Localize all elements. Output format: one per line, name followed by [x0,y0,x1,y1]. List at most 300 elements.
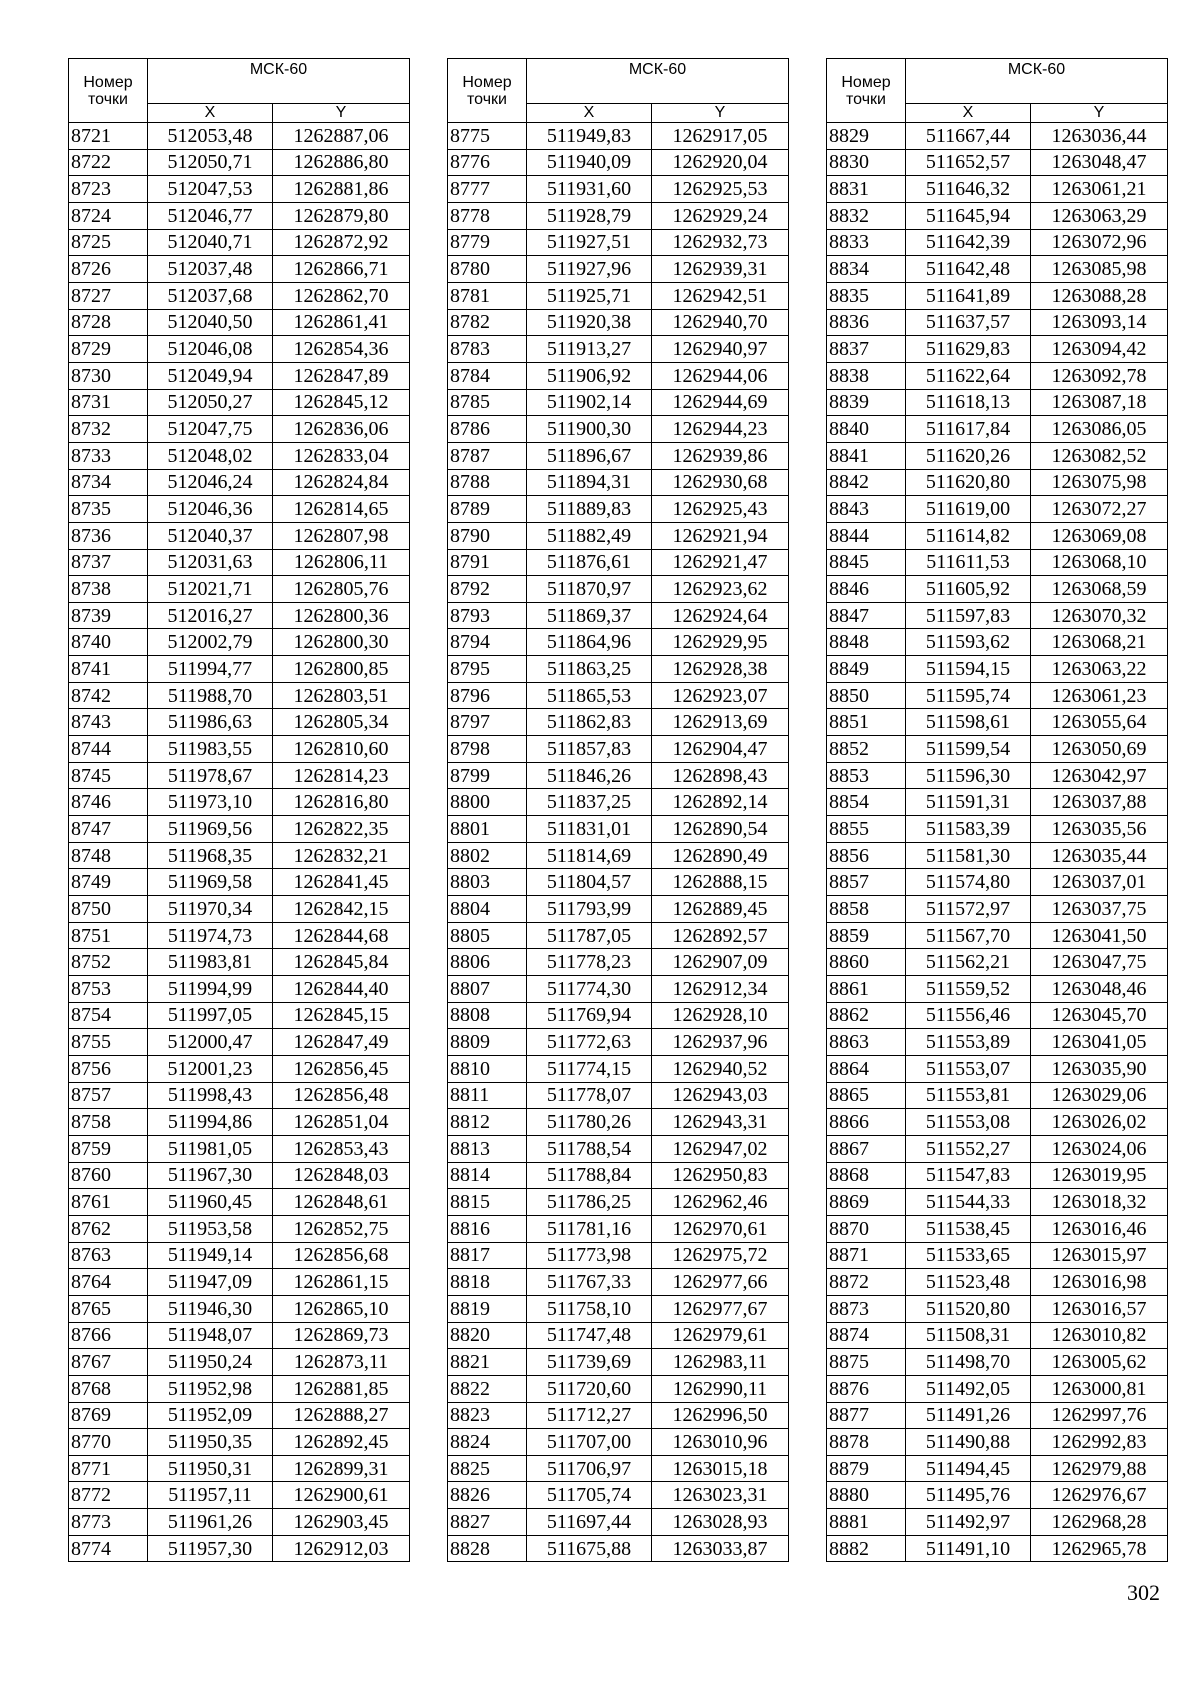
x-coordinate-cell: 511544,33 [906,1189,1031,1216]
y-coordinate-cell: 1262852,75 [273,1215,410,1242]
table-row [448,282,789,309]
point-number-cell: 8867 [827,1135,906,1162]
y-coordinate-cell: 1262892,57 [652,922,789,949]
table-row [448,416,789,443]
point-number-cell: 8874 [827,1322,906,1349]
table-row [69,309,410,336]
point-number-cell: 8835 [827,282,906,309]
point-number-cell: 8832 [827,202,906,229]
x-coordinate-cell: 511559,52 [906,976,1031,1003]
x-coordinate-cell: 511952,98 [148,1375,273,1402]
y-coordinate-cell: 1263036,44 [1031,123,1168,150]
header-coordinate-system: МСК-60 [527,59,789,104]
table-row [827,149,1168,176]
point-number-cell: 8786 [448,416,527,443]
x-coordinate-cell: 511720,60 [527,1375,652,1402]
y-coordinate-cell: 1262996,50 [652,1402,789,1429]
x-coordinate-cell: 512021,71 [148,576,273,603]
point-number-cell: 8793 [448,602,527,629]
point-number-cell: 8729 [69,336,148,363]
x-coordinate-cell: 511598,61 [906,709,1031,736]
table-row [69,202,410,229]
x-coordinate-cell: 511957,11 [148,1482,273,1509]
point-number-cell: 8831 [827,176,906,203]
y-coordinate-cell: 1262943,31 [652,1109,789,1136]
point-number-cell: 8830 [827,149,906,176]
table-row [448,149,789,176]
point-number-cell: 8882 [827,1535,906,1562]
table-row [69,896,410,923]
point-number-cell: 8766 [69,1322,148,1349]
table-row [69,842,410,869]
x-coordinate-cell: 511614,82 [906,522,1031,549]
table-row [69,1455,410,1482]
y-coordinate-cell: 1262947,02 [652,1135,789,1162]
point-number-cell: 8756 [69,1055,148,1082]
point-number-cell: 8726 [69,256,148,283]
table-row [69,576,410,603]
x-coordinate-cell: 511946,30 [148,1295,273,1322]
x-coordinate-cell: 511553,89 [906,1029,1031,1056]
table-row [69,256,410,283]
table-row [827,1055,1168,1082]
y-coordinate-cell: 1263070,32 [1031,602,1168,629]
point-number-cell: 8767 [69,1349,148,1376]
y-coordinate-cell: 1262924,64 [652,602,789,629]
point-number-cell: 8865 [827,1082,906,1109]
x-coordinate-cell: 511707,00 [527,1429,652,1456]
point-number-cell: 8870 [827,1215,906,1242]
x-coordinate-cell: 512031,63 [148,549,273,576]
point-number-cell: 8836 [827,309,906,336]
table-row [69,816,410,843]
point-number-cell: 8731 [69,389,148,416]
y-coordinate-cell: 1262983,11 [652,1349,789,1376]
point-number-cell: 8854 [827,789,906,816]
point-number-cell: 8742 [69,682,148,709]
y-coordinate-cell: 1262943,03 [652,1082,789,1109]
x-coordinate-cell: 511970,34 [148,896,273,923]
point-number-cell: 8773 [69,1509,148,1536]
y-coordinate-cell: 1262832,21 [273,842,410,869]
x-coordinate-cell: 511947,09 [148,1269,273,1296]
point-number-cell: 8741 [69,656,148,683]
y-coordinate-cell: 1262913,69 [652,709,789,736]
point-number-cell: 8760 [69,1162,148,1189]
point-number-cell: 8829 [827,123,906,150]
y-coordinate-cell: 1262844,68 [273,922,410,949]
point-number-cell: 8728 [69,309,148,336]
table-row [69,416,410,443]
point-number-cell: 8721 [69,123,148,150]
y-coordinate-cell: 1262848,03 [273,1162,410,1189]
point-number-cell: 8725 [69,229,148,256]
table-row [69,789,410,816]
y-coordinate-cell: 1263035,90 [1031,1055,1168,1082]
x-coordinate-cell: 511706,97 [527,1455,652,1482]
header-point-number: Номер точки [69,59,148,123]
x-coordinate-cell: 511490,88 [906,1429,1031,1456]
table-row [69,949,410,976]
table-row [69,1162,410,1189]
y-coordinate-cell: 1263019,95 [1031,1162,1168,1189]
x-coordinate-cell: 511869,37 [527,602,652,629]
point-number-cell: 8823 [448,1402,527,1429]
point-number-cell: 8763 [69,1242,148,1269]
y-coordinate-cell: 1262940,97 [652,336,789,363]
table-row [448,709,789,736]
x-coordinate-cell: 511597,83 [906,602,1031,629]
x-coordinate-cell: 512002,79 [148,629,273,656]
x-coordinate-cell: 511712,27 [527,1402,652,1429]
x-coordinate-cell: 511953,58 [148,1215,273,1242]
y-coordinate-cell: 1262842,15 [273,896,410,923]
y-coordinate-cell: 1262944,23 [652,416,789,443]
header-coordinate-system: МСК-60 [906,59,1168,104]
x-coordinate-cell: 511902,14 [527,389,652,416]
y-coordinate-cell: 1263028,93 [652,1509,789,1536]
point-number-cell: 8769 [69,1402,148,1429]
y-coordinate-cell: 1262856,68 [273,1242,410,1269]
y-coordinate-cell: 1262923,07 [652,682,789,709]
point-number-cell: 8821 [448,1349,527,1376]
point-number-cell: 8782 [448,309,527,336]
x-coordinate-cell: 511605,92 [906,576,1031,603]
table-row [69,736,410,763]
table-row [827,816,1168,843]
point-number-cell: 8818 [448,1269,527,1296]
x-coordinate-cell: 511583,39 [906,816,1031,843]
point-number-cell: 8727 [69,282,148,309]
y-coordinate-cell: 1262889,45 [652,896,789,923]
x-coordinate-cell: 511495,76 [906,1482,1031,1509]
x-coordinate-cell: 512040,71 [148,229,273,256]
y-coordinate-cell: 1262977,66 [652,1269,789,1296]
table-row [448,1402,789,1429]
point-number-cell: 8863 [827,1029,906,1056]
x-coordinate-cell: 512047,75 [148,416,273,443]
y-coordinate-cell: 1262803,51 [273,682,410,709]
point-number-cell: 8877 [827,1402,906,1429]
table-row [69,362,410,389]
point-number-cell: 8862 [827,1002,906,1029]
x-coordinate-cell: 511927,96 [527,256,652,283]
table-row [69,762,410,789]
x-coordinate-cell: 511983,55 [148,736,273,763]
point-number-cell: 8840 [827,416,906,443]
x-coordinate-cell: 511781,16 [527,1215,652,1242]
y-coordinate-cell: 1262800,30 [273,629,410,656]
x-coordinate-cell: 511978,67 [148,762,273,789]
table-row [827,656,1168,683]
table-row [448,1215,789,1242]
table-row [69,549,410,576]
x-coordinate-cell: 511998,43 [148,1082,273,1109]
y-coordinate-cell: 1263061,21 [1031,176,1168,203]
y-coordinate-cell: 1263033,87 [652,1535,789,1562]
x-coordinate-cell: 511988,70 [148,682,273,709]
x-coordinate-cell: 511562,21 [906,949,1031,976]
y-coordinate-cell: 1262845,12 [273,389,410,416]
y-coordinate-cell: 1262865,10 [273,1295,410,1322]
point-number-cell: 8857 [827,869,906,896]
point-number-cell: 8771 [69,1455,148,1482]
table-row [827,1402,1168,1429]
point-number-cell: 8808 [448,1002,527,1029]
table-row [448,736,789,763]
point-number-cell: 8817 [448,1242,527,1269]
x-coordinate-cell: 511896,67 [527,442,652,469]
table-row [69,922,410,949]
point-number-cell: 8847 [827,602,906,629]
y-coordinate-cell: 1262806,11 [273,549,410,576]
point-number-cell: 8779 [448,229,527,256]
table-row [448,1429,789,1456]
y-coordinate-cell: 1262833,04 [273,442,410,469]
y-coordinate-cell: 1263094,42 [1031,336,1168,363]
table-row [69,1295,410,1322]
point-number-cell: 8739 [69,602,148,629]
x-coordinate-cell: 511997,05 [148,1002,273,1029]
table-row [448,762,789,789]
x-coordinate-cell: 511739,69 [527,1349,652,1376]
table-row [448,549,789,576]
x-coordinate-cell: 511697,44 [527,1509,652,1536]
coordinates-table-3 [826,58,1168,1562]
table-row [827,1375,1168,1402]
x-coordinate-cell: 511994,77 [148,656,273,683]
table-row [448,1055,789,1082]
point-number-cell: 8864 [827,1055,906,1082]
x-coordinate-cell: 511611,53 [906,549,1031,576]
point-number-cell: 8827 [448,1509,527,1536]
y-coordinate-cell: 1262847,49 [273,1029,410,1056]
x-coordinate-cell: 511787,05 [527,922,652,949]
table-row [827,282,1168,309]
point-number-cell: 8752 [69,949,148,976]
x-coordinate-cell: 511948,07 [148,1322,273,1349]
x-coordinate-cell: 511642,48 [906,256,1031,283]
x-coordinate-cell: 511572,97 [906,896,1031,923]
table-row [69,1242,410,1269]
point-number-cell: 8799 [448,762,527,789]
x-coordinate-cell: 511906,92 [527,362,652,389]
table-row [448,229,789,256]
y-coordinate-cell: 1263005,62 [1031,1349,1168,1376]
y-coordinate-cell: 1262920,04 [652,149,789,176]
table-row [69,1189,410,1216]
point-number-cell: 8849 [827,656,906,683]
point-number-cell: 8828 [448,1535,527,1562]
table-row [827,1482,1168,1509]
y-coordinate-cell: 1262928,10 [652,1002,789,1029]
point-number-cell: 8842 [827,469,906,496]
y-coordinate-cell: 1262800,36 [273,602,410,629]
point-number-cell: 8866 [827,1109,906,1136]
table-row [827,1455,1168,1482]
table-row [827,336,1168,363]
point-number-cell: 8838 [827,362,906,389]
x-coordinate-cell: 511994,86 [148,1109,273,1136]
x-coordinate-cell: 511969,58 [148,869,273,896]
header-y: Y [652,104,789,123]
x-coordinate-cell: 511622,64 [906,362,1031,389]
point-number-cell: 8738 [69,576,148,603]
point-number-cell: 8724 [69,202,148,229]
point-number-cell: 8861 [827,976,906,1003]
table-row [827,1109,1168,1136]
y-coordinate-cell: 1262814,23 [273,762,410,789]
table-row [827,736,1168,763]
y-coordinate-cell: 1262851,04 [273,1109,410,1136]
point-number-cell: 8759 [69,1135,148,1162]
table-row [827,789,1168,816]
y-coordinate-cell: 1263068,21 [1031,629,1168,656]
page-number: 302 [1127,1580,1160,1605]
x-coordinate-cell: 512040,50 [148,309,273,336]
y-coordinate-cell: 1262800,85 [273,656,410,683]
y-coordinate-cell: 1262873,11 [273,1349,410,1376]
y-coordinate-cell: 1262925,43 [652,496,789,523]
x-coordinate-cell: 511957,30 [148,1535,273,1562]
table-row [448,256,789,283]
table-row [69,1429,410,1456]
y-coordinate-cell: 1262912,34 [652,976,789,1003]
x-coordinate-cell: 512050,27 [148,389,273,416]
y-coordinate-cell: 1263015,97 [1031,1242,1168,1269]
point-number-cell: 8750 [69,896,148,923]
point-number-cell: 8733 [69,442,148,469]
y-coordinate-cell: 1262861,15 [273,1269,410,1296]
point-number-cell: 8807 [448,976,527,1003]
x-coordinate-cell: 511617,84 [906,416,1031,443]
y-coordinate-cell: 1262805,34 [273,709,410,736]
point-number-cell: 8787 [448,442,527,469]
table-row [827,762,1168,789]
x-coordinate-cell: 511646,32 [906,176,1031,203]
point-number-cell: 8837 [827,336,906,363]
point-number-cell: 8774 [69,1535,148,1562]
y-coordinate-cell: 1262810,60 [273,736,410,763]
table-row [69,1482,410,1509]
y-coordinate-cell: 1262890,54 [652,816,789,843]
table-row [448,1002,789,1029]
point-number-cell: 8757 [69,1082,148,1109]
table-row [69,389,410,416]
y-coordinate-cell: 1262886,80 [273,149,410,176]
y-coordinate-cell: 1262925,53 [652,176,789,203]
point-number-cell: 8788 [448,469,527,496]
y-coordinate-cell: 1263000,81 [1031,1375,1168,1402]
point-number-cell: 8744 [69,736,148,763]
point-number-cell: 8783 [448,336,527,363]
x-coordinate-cell: 512050,71 [148,149,273,176]
y-coordinate-cell: 1262939,31 [652,256,789,283]
point-number-cell: 8803 [448,869,527,896]
y-coordinate-cell: 1263035,44 [1031,842,1168,869]
x-coordinate-cell: 511927,51 [527,229,652,256]
table-row [827,202,1168,229]
y-coordinate-cell: 1262854,36 [273,336,410,363]
point-number-cell: 8796 [448,682,527,709]
point-number-cell: 8794 [448,629,527,656]
y-coordinate-cell: 1263037,88 [1031,789,1168,816]
point-number-cell: 8869 [827,1189,906,1216]
x-coordinate-cell: 512046,36 [148,496,273,523]
header-x: X [148,104,273,123]
point-number-cell: 8859 [827,922,906,949]
y-coordinate-cell: 1263023,31 [652,1482,789,1509]
x-coordinate-cell: 511767,33 [527,1269,652,1296]
x-coordinate-cell: 512046,77 [148,202,273,229]
point-number-cell: 8730 [69,362,148,389]
table-row [827,1135,1168,1162]
table-row [448,522,789,549]
x-coordinate-cell: 511940,09 [527,149,652,176]
header-y: Y [1031,104,1168,123]
table-row [827,469,1168,496]
table-row [448,1509,789,1536]
x-coordinate-cell: 511773,98 [527,1242,652,1269]
y-coordinate-cell: 1262899,31 [273,1455,410,1482]
x-coordinate-cell: 511983,81 [148,949,273,976]
table-row [827,362,1168,389]
table-row [827,522,1168,549]
table-row [448,1109,789,1136]
table-row [827,1509,1168,1536]
table-row [827,496,1168,523]
table-row [448,362,789,389]
x-coordinate-cell: 511968,35 [148,842,273,869]
x-coordinate-cell: 511675,88 [527,1535,652,1562]
point-number-cell: 8723 [69,176,148,203]
y-coordinate-cell: 1262847,89 [273,362,410,389]
point-number-cell: 8839 [827,389,906,416]
table-row [448,1242,789,1269]
point-number-cell: 8762 [69,1215,148,1242]
y-coordinate-cell: 1262965,78 [1031,1535,1168,1562]
point-number-cell: 8785 [448,389,527,416]
point-number-cell: 8834 [827,256,906,283]
table-row [448,202,789,229]
table-row [827,416,1168,443]
x-coordinate-cell: 511864,96 [527,629,652,656]
table-row [448,1375,789,1402]
table-row [69,1322,410,1349]
x-coordinate-cell: 511492,97 [906,1509,1031,1536]
table-row [827,549,1168,576]
table-row [827,1002,1168,1029]
table-row [69,1215,410,1242]
y-coordinate-cell: 1263018,32 [1031,1189,1168,1216]
x-coordinate-cell: 511494,45 [906,1455,1031,1482]
y-coordinate-cell: 1263061,23 [1031,682,1168,709]
x-coordinate-cell: 511491,10 [906,1535,1031,1562]
x-coordinate-cell: 512048,02 [148,442,273,469]
point-number-cell: 8812 [448,1109,527,1136]
table-row [827,1322,1168,1349]
point-number-cell: 8792 [448,576,527,603]
point-number-cell: 8876 [827,1375,906,1402]
table-row [69,176,410,203]
point-number-cell: 8758 [69,1109,148,1136]
table-row [827,123,1168,150]
y-coordinate-cell: 1262903,45 [273,1509,410,1536]
x-coordinate-cell: 511793,99 [527,896,652,923]
x-coordinate-cell: 511894,31 [527,469,652,496]
y-coordinate-cell: 1262997,76 [1031,1402,1168,1429]
x-coordinate-cell: 511508,31 [906,1322,1031,1349]
